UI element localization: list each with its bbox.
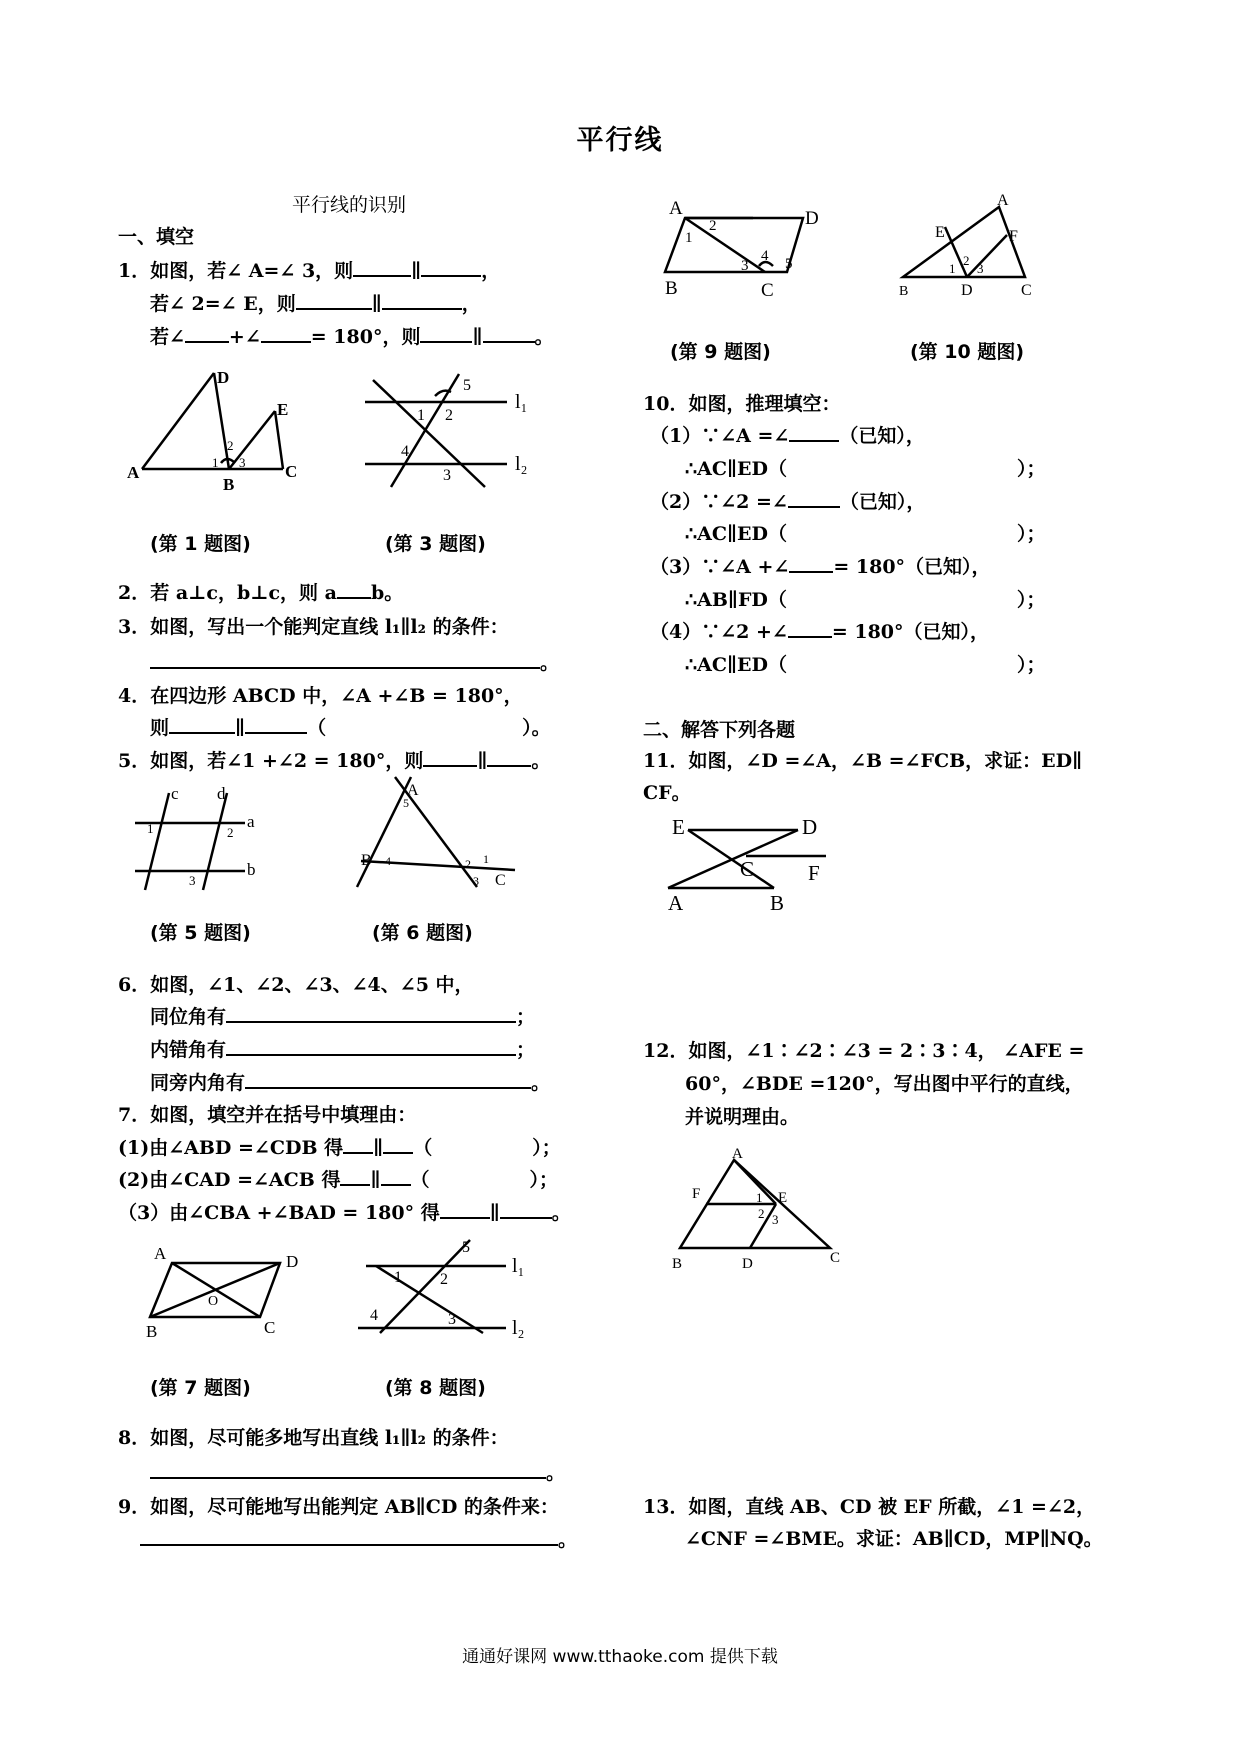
answer-blank[interactable] — [487, 747, 531, 767]
label-C: C — [761, 280, 774, 301]
q10-conclusion-3 — [685, 585, 1045, 612]
angle-3: 3 — [239, 455, 246, 470]
angle-2: 2 — [440, 1271, 448, 1288]
label-B: B — [672, 1256, 683, 1272]
q10-given-1 — [650, 421, 925, 448]
answer-blank[interactable] — [169, 714, 235, 734]
q7-text: （3）由∠CBA +∠BAD = 180° 得 — [118, 1202, 440, 1224]
label-B: B — [361, 852, 372, 869]
q9-line1: 9．如图，尽可能地写出能判定 AB∥CD 的条件来： — [118, 1496, 559, 1518]
caption-fig3: (第 3 题图) — [385, 533, 486, 555]
parallel-symbol: ∥ — [373, 1137, 384, 1159]
label-B: B — [223, 475, 235, 494]
heading-solve: 二、解答下列各题 — [643, 719, 796, 741]
answer-blank[interactable] — [423, 747, 477, 767]
label-O: O — [208, 1294, 219, 1309]
q8-line2 — [150, 1458, 565, 1485]
q10-conclusion-4 — [685, 650, 1045, 677]
label-D: D — [217, 368, 230, 387]
parallel-symbol: ∥ — [370, 1169, 381, 1191]
angle-3: 3 — [741, 258, 749, 274]
q10-line1: 10．如图，推理填空： — [643, 393, 841, 415]
q10-concl-end: ）； — [1016, 589, 1046, 611]
label-B: B — [146, 1322, 158, 1341]
q4-text: 则 — [150, 717, 170, 739]
angle-3: 3 — [473, 874, 479, 888]
line-l1: l₁ — [512, 1255, 525, 1277]
answer-blank[interactable] — [381, 1166, 411, 1186]
answer-blank[interactable] — [789, 422, 839, 442]
label-B: B — [665, 278, 678, 299]
parallel-symbol: ∥ — [235, 717, 246, 739]
angle-2: 2 — [227, 438, 234, 453]
q11-line2: CF。 — [643, 782, 691, 804]
q6-line1: 6．如图，∠1、∠2、∠3、∠4、∠5 中， — [118, 974, 474, 996]
q1-text-2: 若∠ 2=∠ E，则 — [150, 293, 296, 315]
punct: 。 — [540, 652, 560, 674]
q10-concl-text: ∴AC∥ED（ — [685, 523, 787, 545]
q10-given-2 — [650, 487, 925, 514]
punct: 。 — [551, 1202, 571, 1224]
answer-blank[interactable] — [296, 290, 372, 310]
label-A: A — [407, 782, 419, 799]
answer-blank[interactable] — [337, 579, 371, 599]
answer-blank[interactable] — [140, 1526, 558, 1546]
q3-line1: 3．如图，写出一个能判定直线 l₁∥l₂ 的条件： — [118, 616, 509, 638]
parallel-symbol: ∥ — [472, 326, 483, 348]
q10-given-text: （4）∵∠2 +∠ — [650, 621, 788, 643]
angle-2: 2 — [465, 857, 471, 871]
label-C: C — [285, 462, 298, 481]
label-A: A — [997, 192, 1009, 209]
angle-1: 1 — [483, 852, 489, 866]
q10-given-3 — [650, 552, 991, 579]
q6-label: 同旁内角有 — [150, 1072, 246, 1094]
q1-text-3c: = 180°，则 — [310, 326, 421, 348]
q7-text: (2)由∠CAD =∠ACB 得 — [118, 1169, 341, 1191]
label-D: D — [802, 815, 818, 839]
q8-line1: 8．如图，尽可能多地写出直线 l₁∥l₂ 的条件： — [118, 1427, 509, 1449]
q10-concl-end: ）； — [1016, 654, 1046, 676]
paren: ）。 — [522, 717, 551, 739]
q1-line1 — [118, 256, 500, 283]
angle-5: 5 — [463, 377, 471, 394]
angle-4: 4 — [370, 1307, 378, 1324]
parallel-symbol: ∥ — [371, 293, 382, 315]
q10-given-4 — [650, 617, 989, 644]
figure-1 — [125, 365, 298, 495]
answer-blank[interactable] — [483, 323, 535, 343]
answer-blank[interactable] — [440, 1199, 490, 1219]
label-D: D — [742, 1256, 753, 1272]
q1-line3 — [150, 322, 554, 349]
answer-blank[interactable] — [340, 1166, 370, 1186]
punct: 。 — [534, 326, 554, 348]
label-F: F — [692, 1186, 701, 1202]
caption-fig7: (第 7 题图) — [150, 1377, 251, 1399]
figure-6 — [355, 775, 525, 895]
q10-concl-end: ）； — [1016, 523, 1046, 545]
q9-line2 — [140, 1525, 577, 1552]
q1-text-1: 1．如图，若∠ A=∠ 3，则 — [118, 260, 354, 282]
angle-2: 2 — [758, 1206, 765, 1221]
label-E: E — [277, 400, 289, 419]
figure-3 — [365, 372, 555, 492]
q1-text-3a: 若∠ — [150, 326, 185, 348]
label-E: E — [935, 224, 945, 241]
parallel-symbol: ∥ — [489, 1202, 500, 1224]
caption-fig1: (第 1 题图) — [150, 533, 251, 555]
heading-fill-blank: 一、填空 — [118, 226, 195, 248]
label-B: B — [899, 284, 909, 299]
q12-line3: 并说明理由。 — [685, 1106, 800, 1128]
angle-1: 1 — [756, 1190, 763, 1205]
q6-label: 内错角有 — [150, 1039, 227, 1061]
figure-7 — [140, 1245, 310, 1345]
q6-line4 — [150, 1068, 550, 1095]
line-d: d — [217, 784, 226, 803]
parallel-symbol: ∥ — [477, 750, 488, 772]
line-l1: l₁ — [515, 391, 528, 413]
answer-blank[interactable] — [245, 1069, 531, 1089]
figure-12 — [668, 1148, 848, 1278]
figure-10 — [895, 192, 1055, 305]
q2-text: 2．若 a⊥c，b⊥c，则 a — [118, 582, 337, 604]
q6-line3 — [150, 1035, 535, 1062]
caption-fig5: (第 5 题图) — [150, 922, 251, 944]
angle-3: 3 — [977, 261, 984, 276]
angle-5: 5 — [462, 1239, 470, 1256]
label-D: D — [286, 1252, 299, 1271]
q12-line1: 12．如图，∠1∶∠2∶∠3 = 2∶3∶4， ∠AFE = — [643, 1040, 1085, 1062]
paren: ）； — [529, 1169, 559, 1191]
angle-1: 1 — [147, 821, 154, 836]
label-A: A — [668, 891, 684, 915]
q7-line1: 7．如图，填空并在括号中填理由： — [118, 1104, 417, 1126]
line-l2: l₂ — [515, 453, 528, 475]
angle-3: 3 — [443, 467, 451, 484]
punct: 。 — [558, 1529, 578, 1551]
label-A: A — [732, 1146, 743, 1162]
angle-4: 4 — [401, 443, 409, 460]
paren: （ — [307, 717, 327, 739]
answer-blank[interactable] — [789, 553, 833, 573]
line-l2: l₂ — [512, 1317, 525, 1339]
q10-concl-text: ∴AB∥FD（ — [685, 589, 787, 611]
label-C: C — [495, 872, 506, 889]
caption-fig9: (第 9 题图) — [670, 341, 771, 363]
paren: ）； — [532, 1137, 561, 1159]
q2-text-end: b。 — [370, 582, 404, 604]
answer-blank[interactable] — [788, 488, 840, 508]
label-E: E — [672, 815, 685, 839]
label-A: A — [669, 198, 683, 219]
label-B: B — [770, 891, 785, 915]
angle-5: 5 — [785, 256, 793, 272]
answer-blank[interactable] — [150, 649, 540, 669]
label-D: D — [805, 208, 819, 229]
q10-concl-end: ）； — [1016, 458, 1046, 480]
label-F: F — [1009, 228, 1018, 245]
q7-part2 — [118, 1165, 558, 1192]
punct: ； — [516, 1039, 536, 1061]
q6-label: 同位角有 — [150, 1006, 227, 1028]
section-subtitle: 平行线的识别 — [292, 194, 407, 216]
q10-given-text: （3）∵∠A +∠ — [650, 556, 790, 578]
answer-blank[interactable] — [185, 323, 229, 343]
q2 — [118, 578, 403, 605]
answer-blank[interactable] — [261, 323, 311, 343]
answer-blank[interactable] — [788, 618, 832, 638]
angle-2: 2 — [445, 407, 453, 424]
line-c: c — [171, 784, 179, 803]
figure-9 — [665, 200, 845, 310]
label-F: F — [808, 861, 820, 885]
paren: （ — [410, 1169, 430, 1191]
q7-text: (1)由∠ABD =∠CDB 得 — [118, 1137, 344, 1159]
q6-line2 — [150, 1002, 535, 1029]
q4-line1: 4．在四边形 ABCD 中，∠A +∠B = 180°， — [118, 685, 523, 707]
q13-line1: 13．如图，直线 AB、CD 被 EF 所截，∠1 =∠2， — [643, 1496, 1096, 1518]
angle-5: 5 — [403, 796, 409, 810]
punct: 。 — [531, 1072, 551, 1094]
angle-3: 3 — [189, 873, 196, 888]
q11-line1: 11．如图，∠D =∠A，∠B =∠FCB，求证：ED∥ — [643, 750, 1083, 772]
line-b: b — [247, 860, 256, 879]
answer-blank[interactable] — [382, 290, 462, 310]
q3-line2 — [150, 648, 559, 675]
q12-line2: 60°，∠BDE =120°，写出图中平行的直线， — [685, 1073, 1084, 1095]
answer-blank[interactable] — [500, 1199, 552, 1219]
q10-conclusion-1 — [685, 454, 1045, 481]
q7-part1 — [118, 1133, 561, 1160]
answer-blank[interactable] — [245, 714, 307, 734]
angle-1: 1 — [212, 455, 219, 470]
q5 — [118, 746, 550, 773]
answer-blank[interactable] — [383, 1134, 413, 1154]
answer-blank[interactable] — [150, 1459, 546, 1479]
answer-blank[interactable] — [226, 1003, 516, 1023]
q7-part3 — [118, 1198, 571, 1225]
figure-5 — [135, 785, 285, 895]
angle-2: 2 — [227, 825, 234, 840]
angle-1: 1 — [949, 261, 956, 276]
q10-concl-text: ∴AC∥ED（ — [685, 458, 787, 480]
q10-given-text: （1）∵∠A =∠ — [650, 425, 790, 447]
label-E: E — [778, 1190, 788, 1206]
angle-1: 1 — [394, 1269, 402, 1286]
answer-blank[interactable] — [421, 257, 481, 277]
punct: ， — [461, 293, 481, 315]
q5-text: 5．如图，若∠1 +∠2 = 180°，则 — [118, 750, 424, 772]
figure-8 — [358, 1238, 558, 1348]
paren: （ — [413, 1137, 433, 1159]
parallel-symbol: ∥ — [411, 260, 422, 282]
footer: 通通好课网 www.tthaoke.com 提供下载 — [462, 1647, 778, 1667]
answer-blank[interactable] — [343, 1134, 373, 1154]
angle-4: 4 — [385, 854, 391, 868]
label-D: D — [961, 282, 973, 299]
label-C: C — [740, 857, 755, 881]
label-A: A — [127, 463, 140, 482]
angle-3: 3 — [772, 1212, 779, 1227]
q10-concl-text: ∴AC∥ED（ — [685, 654, 787, 676]
punct: ； — [516, 1006, 536, 1028]
punct: 。 — [531, 750, 551, 772]
angle-2: 2 — [709, 218, 717, 234]
q10-conclusion-2 — [685, 519, 1045, 546]
q10-given-end: = 180°（已知）， — [831, 621, 990, 643]
label-C: C — [1021, 282, 1032, 299]
q13-line2: ∠CNF =∠BME。求证：AB∥CD，MP∥NQ。 — [685, 1528, 1103, 1550]
angle-2: 2 — [963, 253, 970, 268]
caption-fig8: (第 8 题图) — [385, 1377, 486, 1399]
q10-given-end: = 180°（已知）， — [833, 556, 991, 578]
label-C: C — [264, 1318, 276, 1337]
angle-4: 4 — [761, 248, 769, 264]
punct: ， — [481, 260, 501, 282]
angle-3: 3 — [448, 1311, 456, 1328]
q4-line2 — [150, 713, 551, 740]
angle-1: 1 — [417, 407, 425, 424]
caption-fig6: (第 6 题图) — [372, 922, 473, 944]
answer-blank[interactable] — [420, 323, 472, 343]
page-title: 平行线 — [576, 125, 664, 156]
angle-1: 1 — [685, 230, 693, 246]
caption-fig10: (第 10 题图) — [910, 341, 1025, 363]
figure-11 — [668, 815, 848, 918]
label-C: C — [830, 1250, 841, 1266]
label-A: A — [154, 1244, 167, 1263]
q10-given-end: （已知）， — [839, 425, 925, 447]
q10-given-text: （2）∵∠2 =∠ — [650, 491, 788, 513]
line-a: a — [247, 812, 255, 831]
answer-blank[interactable] — [226, 1036, 516, 1056]
q10-given-end: （已知）， — [839, 491, 926, 513]
q1-line2 — [150, 289, 481, 316]
punct: 。 — [546, 1462, 566, 1484]
q1-text-3b: +∠ — [228, 326, 261, 348]
answer-blank[interactable] — [353, 257, 411, 277]
